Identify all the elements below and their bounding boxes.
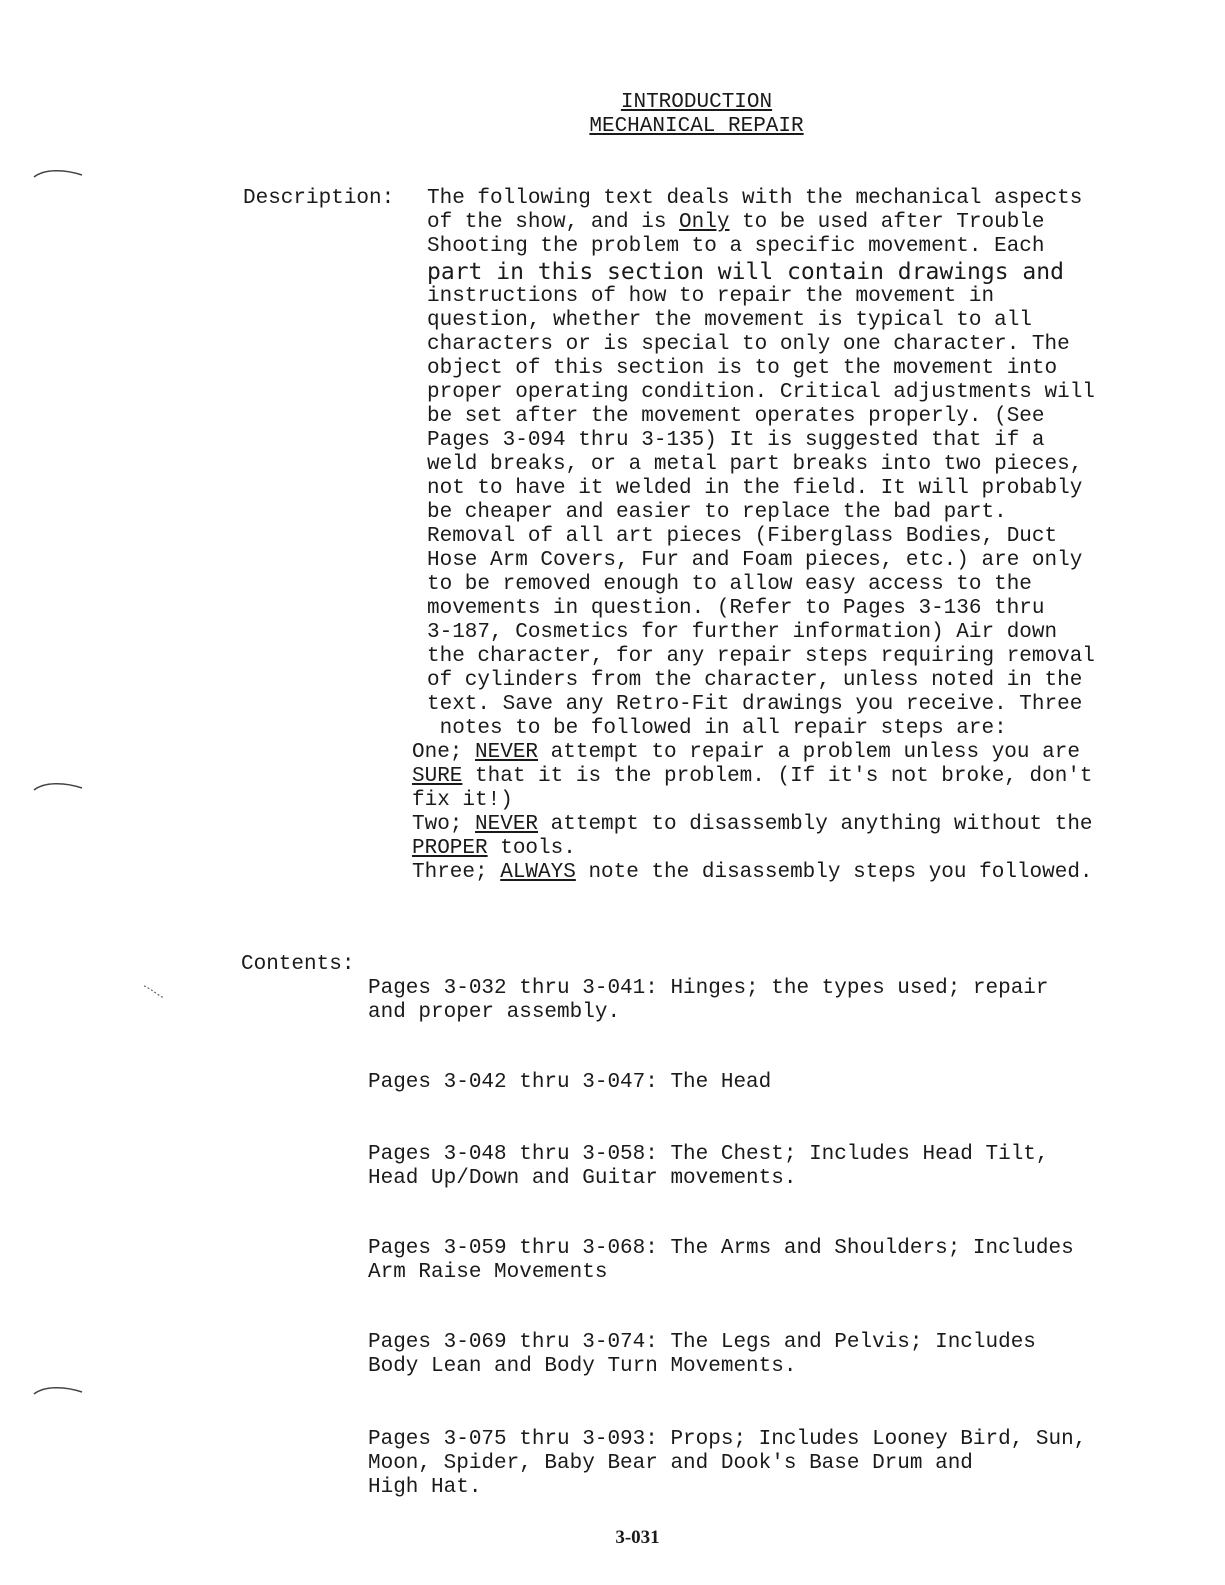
note-two: Two; NEVER attempt to disassembly anything without the (412, 813, 1093, 836)
binder-mark-icon (140, 982, 170, 1002)
contents-entry: Pages 3-032 thru 3-041: Hinges; the types used; repair and proper assembly. (368, 977, 1049, 1024)
contents-entry: Pages 3-075 thru 3-093: Props; Includes Looney Bird, Sun, Moon, Spider, Baby Bear and Dook's Base Drum and High Hat. (368, 1428, 1087, 1499)
description-line: be set after the movement operates properly. (See (427, 405, 1045, 428)
description-line: instructions of how to repair the movement in (427, 285, 995, 308)
description-line: Hose Arm Covers, Fur and Foam pieces, etc.) are only (427, 549, 1083, 572)
description-line: weld breaks, or a metal part breaks into two pieces, (427, 453, 1083, 476)
description-line: Pages 3-094 thru 3-135) It is suggested that if a (427, 429, 1045, 452)
description-label: Description: (243, 187, 395, 210)
description-line: text. Save any Retro-Fit drawings you receive. Three (427, 693, 1083, 716)
description-line: be cheaper and easier to replace the bad part. (427, 501, 1007, 524)
description-line: Removal of all art pieces (Fiberglass Bodies, Duct (427, 525, 1058, 548)
description-line: 3-187, Cosmetics for further information) Air down (427, 621, 1058, 644)
only-emphasis: Only (679, 211, 730, 234)
description-line: movements in question. (Refer to Pages 3-136 thru (427, 597, 1045, 620)
note-three: Three; ALWAYS note the disassembly steps you followed. (412, 861, 1093, 884)
note-two-cont: PROPER tools. (412, 837, 576, 860)
note-one-end: fix it!) (412, 789, 513, 812)
description-line: proper operating condition. Critical adjustments will (427, 381, 1095, 404)
contents-entry: Pages 3-048 thru 3-058: The Chest; Includes Head Tilt, Head Up/Down and Guitar movements. (368, 1143, 1049, 1190)
description-line: Shooting the problem to a specific movement. Each (427, 235, 1045, 258)
contents-entry: Pages 3-042 thru 3-047: The Head (368, 1071, 772, 1094)
note-one-cont: SURE that it is the problem. (If it's not broke, don't (412, 765, 1093, 788)
contents-entry: Pages 3-059 thru 3-068: The Arms and Shoulders; Includes Arm Raise Movements (368, 1237, 1074, 1284)
description-line: characters or is special to only one character. The (427, 333, 1070, 356)
description-line: part in this section will contain drawings and (427, 259, 1064, 285)
description-line: question, whether the movement is typical to all (427, 309, 1032, 332)
page-number: 3-031 (615, 1527, 660, 1548)
description-line: not to have it welded in the field. It will probably (427, 477, 1083, 500)
contents-entry: Pages 3-069 thru 3-074: The Legs and Pelvis; Includes Body Lean and Body Turn Movements. (368, 1331, 1036, 1378)
repair-notes (412, 741, 1093, 885)
description-body (427, 187, 1197, 741)
description-line: object of this section is to get the movement into (427, 357, 1058, 380)
contents-label: Contents: (241, 953, 355, 976)
description-line: of cylinders from the character, unless noted in the (427, 669, 1083, 692)
binder-mark-icon (30, 778, 90, 798)
binder-mark-icon (30, 1382, 90, 1402)
description-line: of the show, and is Only to be used after Trouble (427, 211, 1045, 234)
description-line: notes to be followed in all repair steps are: (427, 717, 1007, 740)
binder-mark-icon (30, 165, 90, 185)
description-line: The following text deals with the mechanical aspects (427, 187, 1083, 210)
note-one: One; NEVER attempt to repair a problem unless you are (412, 741, 1080, 764)
description-line: to be removed enough to allow easy access to the (427, 573, 1032, 596)
heading-mechanical-repair: MECHANICAL REPAIR (589, 115, 804, 138)
heading-introduction: INTRODUCTION (620, 91, 773, 114)
description-line: the character, for any repair steps requiring removal (427, 645, 1095, 668)
